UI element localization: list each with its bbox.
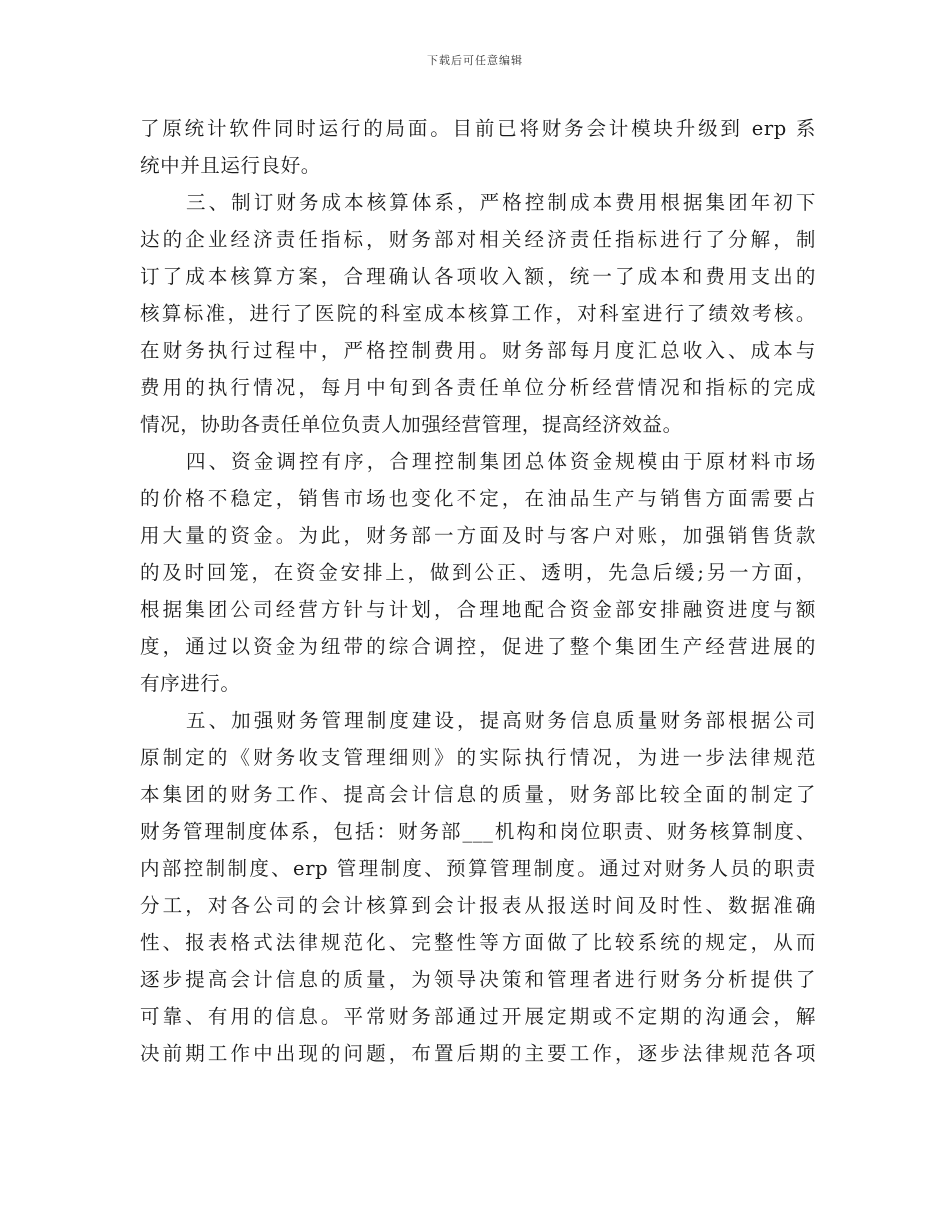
text-line: 核算标准，进行了医院的科室成本核算工作，对科室进行了绩效考核。 <box>140 302 816 325</box>
text-line: 的价格不稳定，销售市场也变化不定，在油品生产与销售方面需要占 <box>140 487 816 510</box>
text-line: 原制定的《财务收支管理细则》的实际执行情况，为进一步法律规范 <box>140 746 816 769</box>
text-line: 情况，协助各责任单位负责人加强经营管理，提高经济效益。 <box>140 413 683 436</box>
text-line: 的及时回笼，在资金安排上，做到公正、透明，先急后缓;另一方面， <box>140 561 816 584</box>
page-header: 下载后可任意编辑 <box>427 54 523 67</box>
text-line: 决前期工作中出现的问题，布置后期的主要工作，逐步法律规范各项 <box>140 1042 816 1065</box>
text-line: 度，通过以资金为纽带的综合调控，促进了整个集团生产经营进展的 <box>140 635 816 658</box>
text-line: 用大量的资金。为此，财务部一方面及时与客户对账，加强销售货款 <box>140 524 816 547</box>
text-line: 订了成本核算方案，合理确认各项收入额，统一了成本和费用支出的 <box>140 265 816 288</box>
text-line: 逐步提高会计信息的质量，为领导决策和管理者进行财务分析提供了 <box>140 968 816 991</box>
paragraph <box>140 443 816 702</box>
text-line: 五、加强财务管理制度建设，提高财务信息质量财务部根据公司 <box>186 709 816 732</box>
text-line: 分工，对各公司的会计核算到会计报表从报送时间及时性、数据准确 <box>140 894 816 917</box>
text-line: 三、制订财务成本核算体系，严格控制成本费用根据集团年初下 <box>186 191 816 214</box>
text-line: 根据集团公司经营方针与计划，合理地配合资金部安排融资进度与额 <box>140 598 816 621</box>
text-line: 达的企业经济责任指标，财务部对相关经济责任指标进行了分解，制 <box>140 228 816 251</box>
text-line: 了原统计软件同时运行的局面。目前已将财务会计模块升级到 erp 系 <box>140 117 816 140</box>
text-line: 财务管理制度体系，包括：财务部___机构和岗位职责、财务核算制度、 <box>140 820 816 843</box>
text-line: 有序进行。 <box>140 672 241 695</box>
paragraph <box>140 184 816 443</box>
text-line: 性、报表格式法律规范化、完整性等方面做了比较系统的规定，从而 <box>140 931 816 954</box>
text-line: 费用的执行情况，每月中旬到各责任单位分析经营情况和指标的完成 <box>140 376 816 399</box>
text-line: 在财务执行过程中，严格控制费用。财务部每月度汇总收入、成本与 <box>140 339 816 362</box>
text-line: 四、资金调控有序，合理控制集团总体资金规模由于原材料市场 <box>186 450 816 473</box>
text-line: 统中并且运行良好。 <box>140 154 321 177</box>
text-line: 本集团的财务工作、提高会计信息的质量，财务部比较全面的制定了 <box>140 783 816 806</box>
text-line: 可靠、有用的信息。平常财务部通过开展定期或不定期的沟通会，解 <box>140 1005 816 1028</box>
text-line: 内部控制制度、erp 管理制度、预算管理制度。通过对财务人员的职责 <box>140 857 816 880</box>
document-body <box>140 110 816 1072</box>
paragraph <box>140 702 816 1072</box>
paragraph <box>140 110 816 184</box>
